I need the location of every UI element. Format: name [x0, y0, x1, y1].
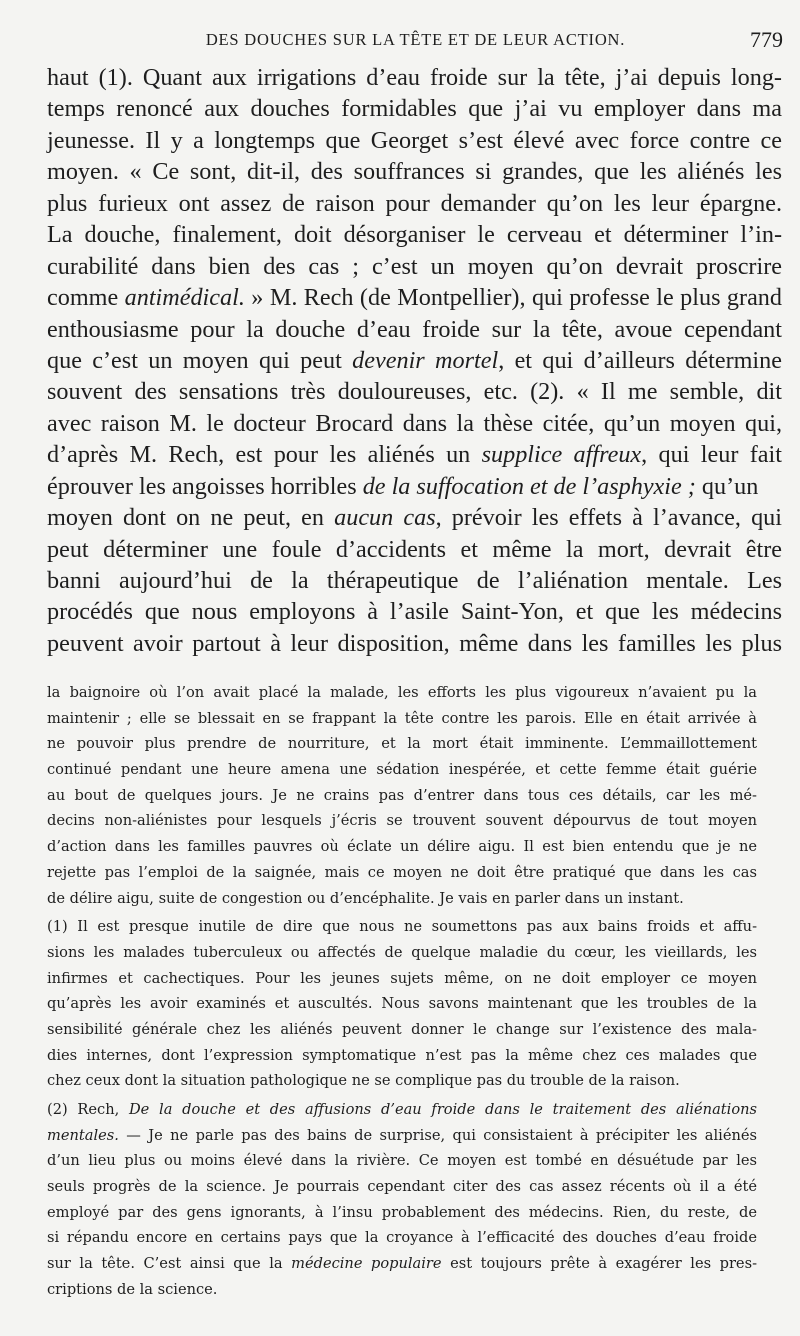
- main-text: [47, 62, 782, 659]
- note-line: employé par des gens ignorants, à l’insu probablement des médecins. Rien, du reste, de: [47, 1203, 757, 1221]
- note-line: sions les malades tuberculeux ou affectés de quelque maladie du cœur, les vieillards, les: [47, 943, 757, 961]
- footnote-continuation: [47, 680, 757, 911]
- text-line: souvent des sensations très douloureuses, etc. (2). « Il me semble, dit: [47, 378, 782, 406]
- note-line: (1) Il est presque inutile de dire que nous ne soumettons pas aux bains froids et affu-: [47, 918, 757, 936]
- note-line: si répandu encore en certains pays que la croyance à l’efficacité des douches d’eau froide: [47, 1229, 757, 1247]
- text-line: moyen dont on ne peut, en aucun cas, prévoir les effets à l’avance, qui: [47, 504, 782, 532]
- note-line: d’un lieu plus ou moins élevé dans la rivière. Ce moyen est tombé en désuétude par les: [47, 1152, 757, 1170]
- note-line: criptions de la science.: [47, 1280, 218, 1298]
- text-line: comme antimédical. » M. Rech (de Montpellier), qui professe le plus grand: [47, 284, 782, 312]
- footnotes: [47, 680, 757, 1303]
- text-line: moyen. « Ce sont, dit-il, des souffrances si grandes, que les aliénés les: [47, 158, 782, 186]
- text-line: haut (1). Quant aux irrigations d’eau froide sur la tête, j’ai depuis long-: [47, 64, 782, 91]
- note-line: decins non-aliénistes pour lesquels j’écris se trouvent souvent dépourvus de tout moyen: [47, 812, 757, 830]
- page-header: [48, 27, 783, 60]
- running-title: DES DOUCHES SUR LA TÊTE ET DE LEUR ACTION.: [205, 30, 626, 49]
- note-line: sur la tête. C’est ainsi que la médecine populaire est toujours prête à exagérer les pres-: [47, 1255, 757, 1273]
- text-line: peut déterminer une foule d’accidents et même la mort, devrait être: [47, 535, 782, 563]
- note-line: mentales. — Je ne parle pas des bains de surprise, qui consistaient à précipiter les aliénés: [47, 1126, 757, 1144]
- note-line: chez ceux dont la situation pathologique ne se complique pas du trouble de la raison.: [47, 1072, 680, 1090]
- text-line: plus furieux ont assez de raison pour demander qu’on les leur épargne.: [47, 189, 782, 217]
- text-line: procédés que nous employons à l’asile Saint-Yon, et que les médecins: [47, 598, 782, 626]
- note-line: maintenir ; elle se blessait en se frappant la tête contre les parois. Elle en était arrivée à: [47, 709, 757, 727]
- note-line: de délire aigu, suite de congestion ou d’encéphalite. Je vais en parler dans un instant.: [47, 889, 684, 907]
- text-line: banni aujourd’hui de la thérapeutique de l’aliénation mentale. Les: [47, 567, 782, 594]
- text-line: éprouver les angoisses horribles de la suffocation et de l’asphyxie ; qu’un: [47, 472, 759, 500]
- note-line: dies internes, dont l’expression symptomatique n’est pas la même chez ces malades que: [47, 1046, 757, 1064]
- note-line: infirmes et cachectiques. Pour les jeunes sujets même, on ne doit employer ce moyen: [47, 969, 757, 987]
- note-line: (2) Rech, De la douche et des affusions d’eau froide dans le traitement des aliénations: [47, 1101, 757, 1118]
- text-line: temps renoncé aux douches formidables que j’ai vu employer dans ma: [47, 95, 782, 123]
- text-line: enthousiasme pour la douche d’eau froide sur la tête, avoue cependant: [47, 315, 782, 343]
- note-line: d’action dans les familles pauvres où éclate un délire aigu. Il est bien entendu que je ne: [47, 838, 757, 856]
- footnote-2: [47, 1097, 757, 1303]
- footnote-1: [47, 914, 757, 1094]
- text-line: d’après M. Rech, est pour les aliénés un supplice affreux, qui leur fait: [47, 441, 782, 469]
- text-line: curabilité dans bien des cas ; c’est un moyen qu’on devrait proscrire: [47, 252, 782, 280]
- note-line: au bout de quelques jours. Je ne crains pas d’entrer dans tous ces détails, car les mé-: [47, 786, 757, 804]
- note-line: seuls progrès de la science. Je pourrais cependant citer des cas assez récents où il a été: [47, 1178, 757, 1196]
- page-number: 779: [750, 27, 783, 52]
- note-line: continué pendant une heure amena une sédation inespérée, et cette femme était guérie: [47, 761, 757, 779]
- text-line: peuvent avoir partout à leur disposition, même dans les familles les plus: [47, 629, 782, 657]
- note-line: sensibilité générale chez les aliénés peuvent donner le change sur l’existence des mala-: [47, 1020, 757, 1038]
- text-line: que c’est un moyen qui peut devenir mortel, et qui d’ailleurs détermine: [47, 346, 782, 374]
- note-line: la baignoire où l’on avait placé la malade, les efforts les plus vigoureux n’avaient pu la: [47, 684, 757, 701]
- text-line: La douche, finalement, doit désorganiser le cerveau et déterminer l’in-: [47, 221, 782, 249]
- text-line: jeunesse. Il y a longtemps que Georget s’est élevé avec force contre ce: [47, 126, 782, 154]
- note-line: qu’après les avoir examinés et auscultés. Nous savons maintenant que les troubles de la: [47, 995, 757, 1013]
- text-line: avec raison M. le docteur Brocard dans la thèse citée, qu’un moyen qui,: [47, 409, 782, 437]
- note-line: rejette pas l’emploi de la saignée, mais ce moyen ne doit être pratiqué que dans les cas: [47, 863, 757, 881]
- note-line: ne pouvoir plus prendre de nourriture, et la mort était imminente. L’emmaillottement: [47, 735, 757, 753]
